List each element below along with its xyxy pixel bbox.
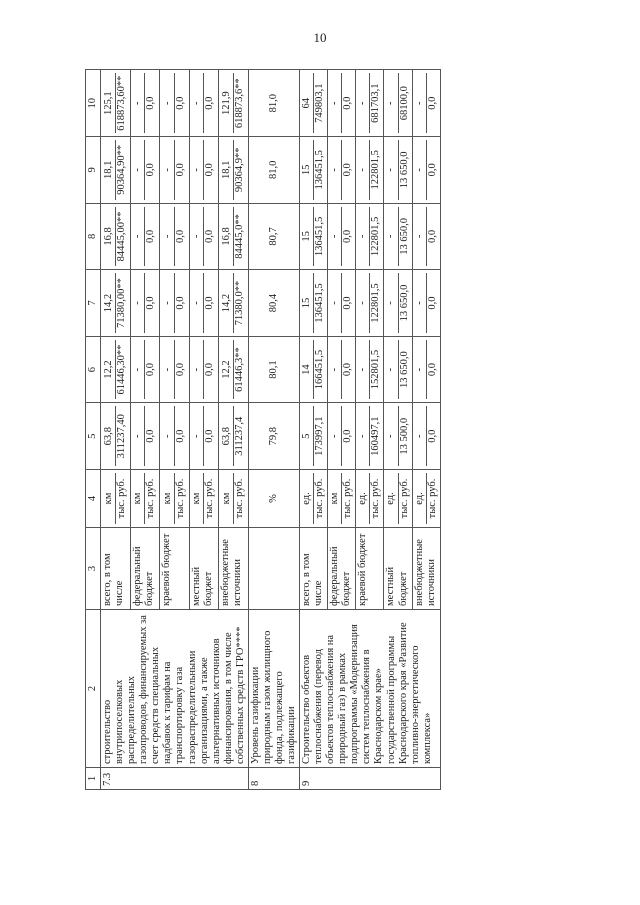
value-text: 0,0 xyxy=(341,207,354,267)
value-cell xyxy=(412,70,440,137)
value-cell xyxy=(160,336,190,403)
value-text: 136451,5 xyxy=(313,207,326,267)
value-text: - xyxy=(132,168,144,172)
value-text: 0,0 xyxy=(341,140,354,200)
value-cell xyxy=(300,70,328,137)
value-text: 0,0 xyxy=(174,140,187,200)
value-text: - xyxy=(191,367,203,372)
value-text: - xyxy=(413,101,425,105)
value-text: 136451,5 xyxy=(313,140,326,200)
value-text: 311237,40 xyxy=(115,406,128,466)
value-cell xyxy=(101,336,131,403)
value-text: - xyxy=(385,234,397,239)
value-text: 160497,1 xyxy=(369,406,382,466)
unit-label: км xyxy=(220,492,232,505)
value-cell xyxy=(219,203,249,270)
value-cell xyxy=(101,203,131,270)
header-row xyxy=(86,70,101,790)
value-cell xyxy=(101,403,131,470)
value-cell xyxy=(300,270,328,337)
value-text: 618873,6** xyxy=(233,73,246,133)
value-cell xyxy=(160,403,190,470)
unit-cell xyxy=(356,470,384,528)
value-cell xyxy=(328,403,356,470)
unit-cell xyxy=(160,470,190,528)
value-cell xyxy=(189,203,219,270)
unit-label: тыс. руб. xyxy=(426,473,439,524)
value-cell xyxy=(356,270,384,337)
col-header: 1 xyxy=(86,768,101,790)
rotated-table-container xyxy=(85,70,555,790)
table-row xyxy=(300,70,328,790)
value-text: 0,0 xyxy=(426,406,439,466)
unit-label: км xyxy=(102,492,114,505)
value-cell xyxy=(384,403,412,470)
value-text: 0,0 xyxy=(174,406,187,466)
value-text: - xyxy=(357,101,369,105)
value-cell xyxy=(300,403,328,470)
value-cell xyxy=(248,203,299,270)
col-header: 10 xyxy=(86,70,101,137)
value-text: 61446,3** xyxy=(233,340,246,400)
value-cell xyxy=(130,336,160,403)
value-text: 0,0 xyxy=(203,207,216,267)
value-cell xyxy=(412,270,440,337)
value-text: 84445,00** xyxy=(115,207,128,267)
value-cell xyxy=(189,403,219,470)
value-cell xyxy=(130,137,160,204)
value-text: - xyxy=(191,234,203,239)
value-text: 18,1 xyxy=(220,160,232,180)
value-text: 68100,0 xyxy=(398,73,411,133)
value-text: - xyxy=(413,367,425,372)
value-cell xyxy=(189,137,219,204)
value-text: 16,8 xyxy=(220,227,232,246)
funding-source: внебюджетные источники xyxy=(219,528,249,610)
value-text: 0,0 xyxy=(144,340,157,400)
value-text: - xyxy=(132,434,144,438)
value-text: - xyxy=(385,101,397,105)
funding-source: всего, в том числе xyxy=(101,528,131,610)
value-text: 64 xyxy=(301,97,313,109)
value-text: 12,2 xyxy=(102,360,114,379)
value-cell xyxy=(248,70,299,137)
value-cell xyxy=(356,137,384,204)
value-text: 122801,5 xyxy=(369,140,382,200)
unit-cell xyxy=(248,470,299,528)
value-cell xyxy=(300,137,328,204)
value-text: 0,0 xyxy=(203,140,216,200)
unit-cell xyxy=(384,470,412,528)
value-text: - xyxy=(132,301,144,305)
value-cell xyxy=(300,336,328,403)
value-text: - xyxy=(161,367,173,372)
value-cell xyxy=(130,203,160,270)
funding-source: краевой бюджет xyxy=(356,528,384,610)
value-text: - xyxy=(357,434,369,438)
col-header: 9 xyxy=(86,137,101,204)
unit-cell xyxy=(412,470,440,528)
value-text: 0,0 xyxy=(144,406,157,466)
value-cell xyxy=(328,203,356,270)
row-name: Строительство объектов теплоснабжения (перевод объектов теплоснабжения на природный газ) в рамках подпрограммы «Модернизация систем теплоснабжения в Краснодарском крае» государственной программы Краснодарского края «Развитие топливно-энергетического комплекса» xyxy=(300,610,441,768)
value-text: 71380,0** xyxy=(233,273,246,333)
value-text: 81,0 xyxy=(267,94,279,113)
value-text: - xyxy=(385,168,397,172)
value-text: - xyxy=(357,301,369,305)
value-text: 0,0 xyxy=(174,207,187,267)
col-header: 4 xyxy=(86,470,101,528)
value-cell xyxy=(160,203,190,270)
value-text: 13 650,0 xyxy=(398,273,411,333)
unit-label: тыс. руб. xyxy=(203,473,216,524)
funding-source: федеральный бюджет xyxy=(130,528,160,610)
value-cell xyxy=(130,403,160,470)
funding-source xyxy=(248,528,299,610)
value-cell xyxy=(356,336,384,403)
value-text: - xyxy=(413,234,425,239)
value-text: - xyxy=(357,234,369,239)
value-cell xyxy=(328,270,356,337)
value-text: - xyxy=(132,234,144,239)
col-header: 3 xyxy=(86,528,101,610)
unit-label: км xyxy=(191,492,203,505)
value-text: - xyxy=(191,434,203,438)
value-text: 84445,0** xyxy=(233,207,246,267)
col-header: 7 xyxy=(86,270,101,337)
value-text: 80,7 xyxy=(267,227,279,246)
value-cell xyxy=(356,70,384,137)
value-text: 136451,5 xyxy=(313,273,326,333)
value-text: 90364,9** xyxy=(233,140,246,200)
value-text: - xyxy=(191,101,203,105)
value-cell xyxy=(248,137,299,204)
value-text: 122801,5 xyxy=(369,273,382,333)
unit-label: тыс. руб. xyxy=(115,473,128,524)
value-cell xyxy=(300,203,328,270)
unit-cell xyxy=(189,470,219,528)
value-text: - xyxy=(161,168,173,172)
value-text: 13 650,0 xyxy=(398,140,411,200)
value-cell xyxy=(130,70,160,137)
value-cell xyxy=(101,137,131,204)
value-text: - xyxy=(132,101,144,105)
unit-label: ед. xyxy=(385,492,397,505)
value-text: - xyxy=(329,301,341,305)
value-text: - xyxy=(329,234,341,239)
unit-cell xyxy=(101,470,131,528)
value-text: 63,8 xyxy=(220,427,232,446)
unit-cell xyxy=(300,470,328,528)
row-number: 7.3 xyxy=(101,768,249,790)
value-text: - xyxy=(413,434,425,438)
value-text: 16,8 xyxy=(102,227,114,246)
value-cell xyxy=(412,137,440,204)
funding-source: внебюджетные источники xyxy=(412,528,440,610)
value-text: - xyxy=(385,301,397,305)
value-text: 152801,5 xyxy=(369,340,382,400)
value-cell xyxy=(328,70,356,137)
unit-label: тыс. руб. xyxy=(313,473,326,524)
value-text: 121,9 xyxy=(220,91,232,116)
value-text: 18,1 xyxy=(102,160,114,180)
value-cell xyxy=(160,70,190,137)
value-text: 80,4 xyxy=(267,293,279,313)
table-row xyxy=(248,70,299,790)
funding-source: местный бюджет xyxy=(384,528,412,610)
value-text: 81,0 xyxy=(267,160,279,180)
unit-cell xyxy=(219,470,249,528)
value-cell xyxy=(189,70,219,137)
value-text: - xyxy=(329,101,341,105)
unit-label: тыс. руб. xyxy=(144,473,157,524)
value-cell xyxy=(384,270,412,337)
value-text: 15 xyxy=(301,297,313,309)
value-text: 0,0 xyxy=(174,73,187,133)
value-cell xyxy=(219,336,249,403)
unit-label: тыс. руб. xyxy=(398,473,411,524)
funding-source: краевой бюджет xyxy=(160,528,190,610)
value-text: 0,0 xyxy=(174,273,187,333)
value-text: 90364,90** xyxy=(115,140,128,200)
value-text: 0,0 xyxy=(144,273,157,333)
value-text: - xyxy=(385,434,397,438)
value-cell xyxy=(412,403,440,470)
value-cell xyxy=(130,270,160,337)
value-text: - xyxy=(161,101,173,105)
page-number: 10 xyxy=(313,30,327,45)
col-header: 5 xyxy=(86,403,101,470)
value-cell xyxy=(356,203,384,270)
value-cell xyxy=(248,403,299,470)
row-name: строительство внутрипоселковых распределительных газопроводов, финансируемых за счет средств специальных надбавок к тарифам на транспортировку газа газораспределительными организациями, а также альтернативных источников финансирования, в том числе собственных средств ГРО**** xyxy=(101,610,249,768)
value-text: 0,0 xyxy=(341,273,354,333)
value-cell xyxy=(384,70,412,137)
value-text: - xyxy=(357,168,369,172)
value-text: - xyxy=(413,301,425,305)
table-row xyxy=(101,70,131,790)
unit-cell xyxy=(328,470,356,528)
unit-label: ед. xyxy=(413,492,425,505)
value-text: - xyxy=(132,367,144,372)
value-cell xyxy=(160,137,190,204)
col-header: 6 xyxy=(86,336,101,403)
row-number: 9 xyxy=(300,768,441,790)
value-text: 0,0 xyxy=(144,140,157,200)
value-text: - xyxy=(385,367,397,372)
value-text: 0,0 xyxy=(203,406,216,466)
value-cell xyxy=(356,403,384,470)
value-text: 13 650,0 xyxy=(398,340,411,400)
value-text: 15 xyxy=(301,164,313,176)
value-cell xyxy=(219,270,249,337)
unit-label: ед. xyxy=(357,492,369,505)
value-text: - xyxy=(161,434,173,438)
value-cell xyxy=(219,137,249,204)
value-text: 0,0 xyxy=(203,273,216,333)
unit-label: % xyxy=(267,494,279,503)
value-cell xyxy=(189,270,219,337)
value-text: - xyxy=(329,434,341,438)
value-text: 0,0 xyxy=(203,73,216,133)
unit-label: ед. xyxy=(301,492,313,505)
value-text: 125,1 xyxy=(102,91,114,116)
value-text: 80,1 xyxy=(267,360,279,379)
value-text: 311237,4 xyxy=(233,406,246,466)
value-text: 0,0 xyxy=(144,73,157,133)
row-name: Уровень газификации природным газом жилищного фонда, подлежащего газификации xyxy=(248,610,299,768)
value-text: 13 500,0 xyxy=(398,406,411,466)
unit-label: км xyxy=(132,492,144,505)
value-cell xyxy=(189,336,219,403)
value-cell xyxy=(412,203,440,270)
value-text: - xyxy=(329,367,341,372)
value-cell xyxy=(384,137,412,204)
value-text: 681703,1 xyxy=(369,73,382,133)
value-cell xyxy=(328,336,356,403)
row-number: 8 xyxy=(248,768,299,790)
value-text: 13 650,0 xyxy=(398,207,411,267)
value-text: - xyxy=(191,168,203,172)
value-text: - xyxy=(161,301,173,305)
value-text: 0,0 xyxy=(426,273,439,333)
col-header: 2 xyxy=(86,610,101,768)
value-text: 71380,00** xyxy=(115,273,128,333)
value-text: 0,0 xyxy=(144,207,157,267)
unit-label: тыс. руб. xyxy=(369,473,382,524)
value-text: 0,0 xyxy=(426,340,439,400)
value-text: 79,8 xyxy=(267,427,279,446)
col-header: 8 xyxy=(86,203,101,270)
value-text: - xyxy=(161,234,173,239)
unit-label: тыс. руб. xyxy=(341,473,354,524)
value-text: 0,0 xyxy=(341,406,354,466)
value-text: 14 xyxy=(301,364,313,375)
value-cell xyxy=(101,70,131,137)
value-cell xyxy=(219,70,249,137)
value-text: 0,0 xyxy=(341,73,354,133)
value-cell xyxy=(219,403,249,470)
unit-label: тыс. руб. xyxy=(233,473,246,524)
value-text: 14,2 xyxy=(102,293,114,313)
funding-source: всего, в том числе xyxy=(300,528,328,610)
value-cell xyxy=(328,137,356,204)
value-text: - xyxy=(329,168,341,172)
value-text: 173997,1 xyxy=(313,406,326,466)
funding-source: федеральный бюджет xyxy=(328,528,356,610)
value-cell xyxy=(412,336,440,403)
value-text: - xyxy=(191,301,203,305)
value-text: 61446,30** xyxy=(115,340,128,400)
value-cell xyxy=(384,203,412,270)
value-text: 15 xyxy=(301,231,313,242)
table-body xyxy=(101,70,441,790)
value-text: 749803,1 xyxy=(313,73,326,133)
value-text: 0,0 xyxy=(203,340,216,400)
unit-label: км xyxy=(329,492,341,505)
value-cell xyxy=(101,270,131,337)
value-text: 0,0 xyxy=(426,140,439,200)
value-text: 0,0 xyxy=(426,73,439,133)
funding-source: местный бюджет xyxy=(189,528,219,610)
value-text: - xyxy=(357,367,369,372)
value-text: 0,0 xyxy=(174,340,187,400)
value-cell xyxy=(384,336,412,403)
value-cell xyxy=(248,336,299,403)
value-text: 166451,5 xyxy=(313,340,326,400)
value-text: 0,0 xyxy=(341,340,354,400)
value-text: - xyxy=(413,168,425,172)
value-text: 122801,5 xyxy=(369,207,382,267)
unit-label: тыс. руб. xyxy=(174,473,187,524)
value-cell xyxy=(160,270,190,337)
value-text: 5 xyxy=(301,433,313,439)
value-text: 0,0 xyxy=(426,207,439,267)
value-text: 14,2 xyxy=(220,293,232,313)
program-table xyxy=(85,69,441,790)
unit-label: км xyxy=(161,492,173,505)
value-text: 618873,60** xyxy=(115,73,128,133)
value-text: 12,2 xyxy=(220,360,232,379)
value-cell xyxy=(248,270,299,337)
unit-cell xyxy=(130,470,160,528)
value-text: 63,8 xyxy=(102,427,114,446)
